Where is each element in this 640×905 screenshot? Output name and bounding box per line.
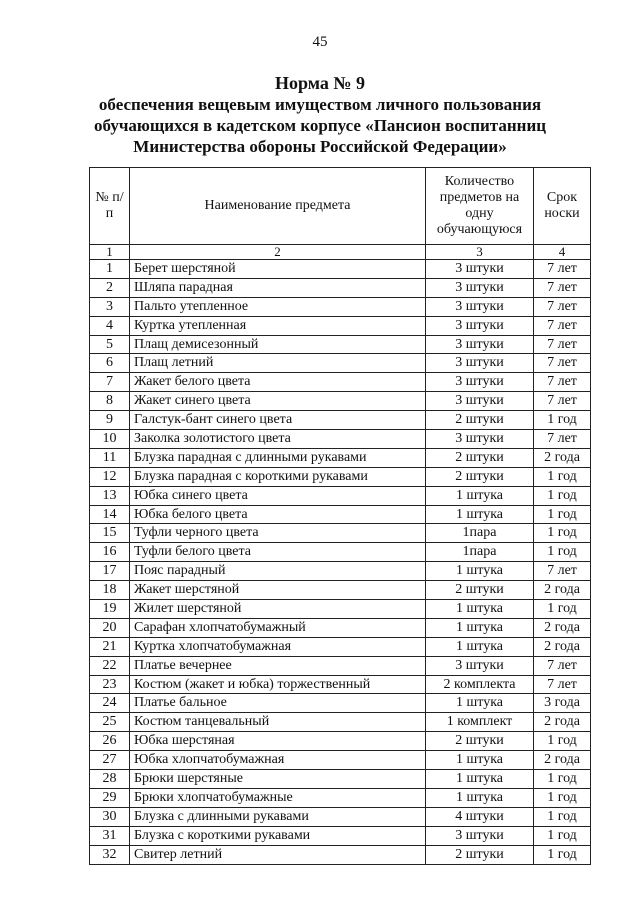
row-number: 29	[90, 788, 130, 807]
table-row	[90, 770, 591, 789]
item-quantity: 1 комплект	[426, 713, 534, 732]
item-quantity: 3 штуки	[426, 656, 534, 675]
item-name: Юбка белого цвета	[130, 505, 426, 524]
row-number: 16	[90, 543, 130, 562]
item-quantity: 3 штуки	[426, 354, 534, 373]
item-quantity: 3 штуки	[426, 826, 534, 845]
table-header-row	[90, 168, 591, 245]
wear-term: 7 лет	[534, 373, 591, 392]
item-quantity: 1пара	[426, 524, 534, 543]
table-row	[90, 713, 591, 732]
item-quantity: 1 штука	[426, 505, 534, 524]
row-number: 6	[90, 354, 130, 373]
header-num: № п/п	[90, 168, 130, 245]
row-number: 18	[90, 581, 130, 600]
item-name: Пояс парадный	[130, 562, 426, 581]
table-body	[90, 260, 591, 865]
row-number: 4	[90, 316, 130, 335]
item-quantity: 1 штука	[426, 788, 534, 807]
item-quantity: 1пара	[426, 543, 534, 562]
table-row	[90, 656, 591, 675]
table-row	[90, 694, 591, 713]
table-row	[90, 524, 591, 543]
header-name: Наименование предмета	[130, 168, 426, 245]
item-quantity: 3 штуки	[426, 335, 534, 354]
column-number: 3	[426, 245, 534, 260]
wear-term: 7 лет	[534, 297, 591, 316]
item-name: Куртка утепленная	[130, 316, 426, 335]
item-name: Юбка хлопчатобумажная	[130, 751, 426, 770]
table-row	[90, 354, 591, 373]
table-row	[90, 600, 591, 619]
row-number: 24	[90, 694, 130, 713]
column-number-row	[90, 245, 591, 260]
wear-term: 7 лет	[534, 675, 591, 694]
table-row	[90, 637, 591, 656]
table-row	[90, 467, 591, 486]
table-row	[90, 448, 591, 467]
row-number: 17	[90, 562, 130, 581]
table-row	[90, 543, 591, 562]
item-name: Плащ летний	[130, 354, 426, 373]
item-name: Жакет шерстяной	[130, 581, 426, 600]
row-number: 13	[90, 486, 130, 505]
item-name: Плащ демисезонный	[130, 335, 426, 354]
column-number: 1	[90, 245, 130, 260]
row-number: 22	[90, 656, 130, 675]
item-quantity: 3 штуки	[426, 316, 534, 335]
item-name: Блузка с короткими рукавами	[130, 826, 426, 845]
item-quantity: 1 штука	[426, 600, 534, 619]
row-number: 27	[90, 751, 130, 770]
item-quantity: 1 штука	[426, 694, 534, 713]
wear-term: 1 год	[534, 467, 591, 486]
table-row	[90, 392, 591, 411]
wear-term: 7 лет	[534, 316, 591, 335]
item-name: Сарафан хлопчатобумажный	[130, 618, 426, 637]
table-row	[90, 335, 591, 354]
column-number: 4	[534, 245, 591, 260]
row-number: 26	[90, 732, 130, 751]
item-quantity: 2 штуки	[426, 581, 534, 600]
item-quantity: 2 штуки	[426, 411, 534, 430]
table-row	[90, 618, 591, 637]
wear-term: 7 лет	[534, 335, 591, 354]
wear-term: 1 год	[534, 486, 591, 505]
row-number: 11	[90, 448, 130, 467]
item-name: Куртка хлопчатобумажная	[130, 637, 426, 656]
row-number: 8	[90, 392, 130, 411]
item-quantity: 1 штука	[426, 618, 534, 637]
item-name: Жилет шерстяной	[130, 600, 426, 619]
wear-term: 7 лет	[534, 562, 591, 581]
item-name: Костюм (жакет и юбка) торжественный	[130, 675, 426, 694]
item-quantity: 1 штука	[426, 562, 534, 581]
table-row	[90, 278, 591, 297]
wear-term: 7 лет	[534, 656, 591, 675]
item-name: Туфли черного цвета	[130, 524, 426, 543]
table-row	[90, 581, 591, 600]
item-name: Блузка с длинными рукавами	[130, 807, 426, 826]
item-quantity: 3 штуки	[426, 392, 534, 411]
wear-term: 3 года	[534, 694, 591, 713]
item-name: Берет шерстяной	[130, 260, 426, 279]
header-qty: Количество предметов на одну обучающуюся	[426, 168, 534, 245]
row-number: 32	[90, 845, 130, 864]
table-row	[90, 845, 591, 864]
wear-term: 2 года	[534, 713, 591, 732]
item-name: Пальто утепленное	[130, 297, 426, 316]
item-name: Платье бальное	[130, 694, 426, 713]
item-quantity: 1 штука	[426, 486, 534, 505]
row-number: 3	[90, 297, 130, 316]
item-name: Жакет белого цвета	[130, 373, 426, 392]
item-quantity: 3 штуки	[426, 260, 534, 279]
table-row	[90, 373, 591, 392]
page-number: 45	[312, 34, 328, 50]
document-title	[0, 72, 640, 157]
table-row	[90, 297, 591, 316]
item-name: Туфли белого цвета	[130, 543, 426, 562]
item-name: Костюм танцевальный	[130, 713, 426, 732]
row-number: 9	[90, 411, 130, 430]
row-number: 30	[90, 807, 130, 826]
wear-term: 2 года	[534, 581, 591, 600]
wear-term: 7 лет	[534, 260, 591, 279]
table-row	[90, 260, 591, 279]
wear-term: 1 год	[534, 788, 591, 807]
item-quantity: 3 штуки	[426, 297, 534, 316]
item-name: Юбка шерстяная	[130, 732, 426, 751]
row-number: 12	[90, 467, 130, 486]
wear-term: 7 лет	[534, 392, 591, 411]
wear-term: 7 лет	[534, 354, 591, 373]
table-row	[90, 807, 591, 826]
item-quantity: 2 штуки	[426, 732, 534, 751]
item-name: Галстук-бант синего цвета	[130, 411, 426, 430]
row-number: 14	[90, 505, 130, 524]
row-number: 7	[90, 373, 130, 392]
wear-term: 1 год	[534, 732, 591, 751]
table-row	[90, 486, 591, 505]
row-number: 28	[90, 770, 130, 789]
norms-table	[89, 167, 591, 865]
item-quantity: 3 штуки	[426, 373, 534, 392]
item-name: Платье вечернее	[130, 656, 426, 675]
row-number: 19	[90, 600, 130, 619]
wear-term: 1 год	[534, 411, 591, 430]
wear-term: 7 лет	[534, 430, 591, 449]
item-quantity: 4 штуки	[426, 807, 534, 826]
row-number: 5	[90, 335, 130, 354]
norm-title: Норма № 9	[275, 73, 365, 93]
item-quantity: 2 штуки	[426, 448, 534, 467]
wear-term: 1 год	[534, 807, 591, 826]
wear-term: 7 лет	[534, 278, 591, 297]
item-name: Брюки шерстяные	[130, 770, 426, 789]
row-number: 10	[90, 430, 130, 449]
row-number: 31	[90, 826, 130, 845]
row-number: 20	[90, 618, 130, 637]
column-number: 2	[130, 245, 426, 260]
item-quantity: 3 штуки	[426, 430, 534, 449]
wear-term: 1 год	[534, 826, 591, 845]
item-name: Юбка синего цвета	[130, 486, 426, 505]
row-number: 25	[90, 713, 130, 732]
table-row	[90, 675, 591, 694]
table-row	[90, 505, 591, 524]
item-quantity: 1 штука	[426, 751, 534, 770]
table-row	[90, 788, 591, 807]
wear-term: 2 года	[534, 448, 591, 467]
item-name: Блузка парадная с короткими рукавами	[130, 467, 426, 486]
title-line-2: обучающихся в кадетском корпусе «Пансион воспитанниц	[93, 116, 547, 135]
table-row	[90, 411, 591, 430]
wear-term: 2 года	[534, 637, 591, 656]
item-name: Брюки хлопчатобумажные	[130, 788, 426, 807]
wear-term: 1 год	[534, 845, 591, 864]
item-quantity: 2 штуки	[426, 467, 534, 486]
wear-term: 1 год	[534, 770, 591, 789]
table-row	[90, 316, 591, 335]
title-line-3: Министерства обороны Российской Федерации»	[133, 137, 507, 156]
table-row	[90, 751, 591, 770]
row-number: 2	[90, 278, 130, 297]
item-quantity: 3 штуки	[426, 278, 534, 297]
item-name: Жакет синего цвета	[130, 392, 426, 411]
item-quantity: 1 штука	[426, 770, 534, 789]
row-number: 1	[90, 260, 130, 279]
row-number: 15	[90, 524, 130, 543]
wear-term: 1 год	[534, 600, 591, 619]
row-number: 23	[90, 675, 130, 694]
table-row	[90, 732, 591, 751]
row-number: 21	[90, 637, 130, 656]
wear-term: 2 года	[534, 618, 591, 637]
item-quantity: 1 штука	[426, 637, 534, 656]
title-line-1: обеспечения вещевым имуществом личного пользования	[98, 95, 542, 114]
header-term: Срок носки	[534, 168, 591, 245]
item-quantity: 2 комплекта	[426, 675, 534, 694]
item-name: Шляпа парадная	[130, 278, 426, 297]
item-name: Блузка парадная с длинными рукавами	[130, 448, 426, 467]
table-row	[90, 430, 591, 449]
wear-term: 1 год	[534, 543, 591, 562]
item-name: Свитер летний	[130, 845, 426, 864]
table-row	[90, 562, 591, 581]
table-row	[90, 826, 591, 845]
wear-term: 2 года	[534, 751, 591, 770]
wear-term: 1 год	[534, 505, 591, 524]
item-quantity: 2 штуки	[426, 845, 534, 864]
item-name: Заколка золотистого цвета	[130, 430, 426, 449]
wear-term: 1 год	[534, 524, 591, 543]
